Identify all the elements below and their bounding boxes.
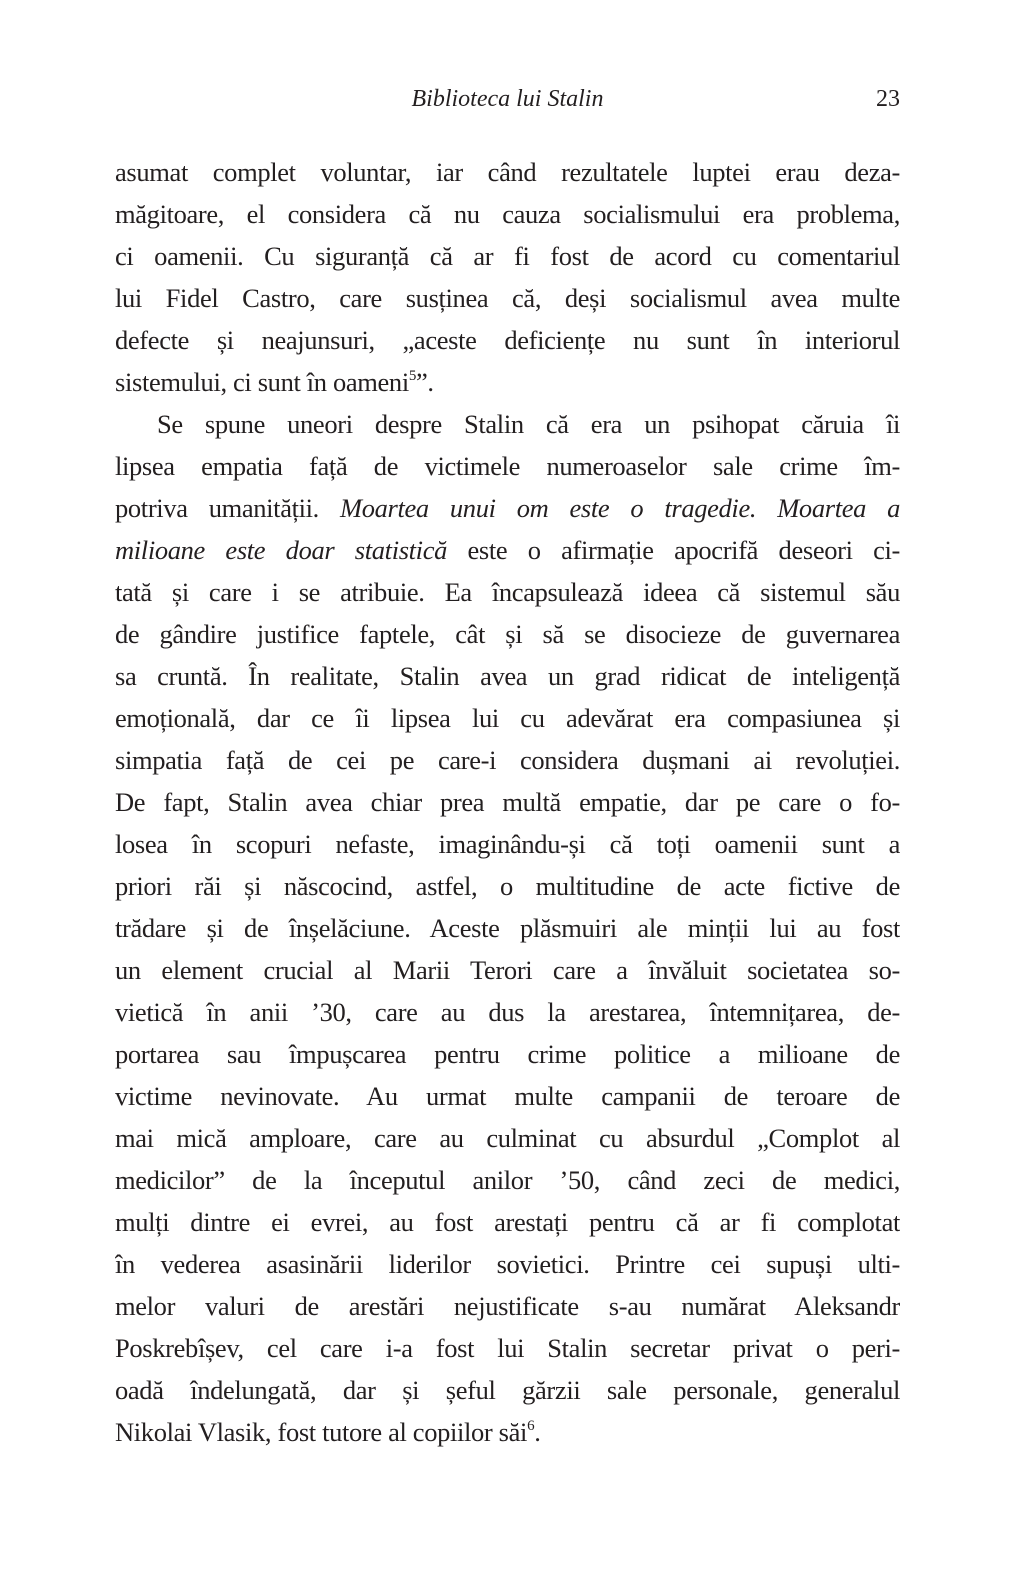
- text-segment: trădare și de înșelăciune. Aceste plăsmuiri ale minții lui au fost: [115, 913, 900, 943]
- text-line: [115, 277, 900, 319]
- text-segment: mai mică amploare, care au culminat cu absurdul „Complot al: [115, 1123, 900, 1153]
- italic-quote: milioane este doar statistică: [115, 535, 448, 565]
- text-segment: losea în scopuri nefaste, imaginându-și că toți oamenii sunt a: [115, 829, 900, 859]
- text-segment: de gândire justifice faptele, cât și să se disocieze de guvernarea: [115, 619, 900, 649]
- text-segment: simpatia față de cei pe care-i considera dușmani ai revoluției.: [115, 745, 900, 775]
- text-line: [115, 1033, 900, 1075]
- text-segment: ci oamenii. Cu siguranță că ar fi fost de acord cu comentariul: [115, 241, 900, 271]
- text-segment: Poskrebîșev, cel care i-a fost lui Stalin secretar privat o peri-: [115, 1333, 900, 1363]
- text-segment: măgitoare, el considera că nu cauza socialismului era problema,: [115, 199, 900, 229]
- text-line: [115, 655, 900, 697]
- text-segment: potriva umanității.: [115, 493, 341, 523]
- footnote-reference: 6: [527, 1418, 535, 1434]
- text-segment: ”.: [416, 367, 434, 397]
- text-line: [115, 1201, 900, 1243]
- text-line: [115, 991, 900, 1033]
- text-line: [115, 1243, 900, 1285]
- text-segment: sa cruntă. În realitate, Stalin avea un grad ridicat de inteligență: [115, 661, 900, 691]
- text-line: [115, 781, 900, 823]
- text-segment: în vederea asasinării liderilor sovietici. Printre cei supuși ulti-: [115, 1249, 900, 1279]
- text-line: [115, 739, 900, 781]
- text-segment: mulți dintre ei evrei, au fost arestați pentru că ar fi complotat: [115, 1207, 900, 1237]
- text-line: [115, 1327, 900, 1369]
- text-line: [115, 403, 900, 445]
- text-line: [115, 1369, 900, 1411]
- text-segment: De fapt, Stalin avea chiar prea multă empatie, dar pe care o fo-: [115, 787, 900, 817]
- text-line: [115, 361, 900, 403]
- text-line: [115, 613, 900, 655]
- text-line: [115, 1285, 900, 1327]
- italic-quote: Moartea unui om este o tragedie. Moartea a: [340, 493, 900, 523]
- running-title: Biblioteca lui Stalin: [411, 86, 604, 112]
- text-segment: emoțională, dar ce îi lipsea lui cu adevărat era compasiunea și: [115, 703, 900, 733]
- text-line: [115, 529, 900, 571]
- text-segment: lipsea empatia față de victimele numeroaselor sale crime îm-: [115, 451, 900, 481]
- text-segment: lui Fidel Castro, care susținea că, deși socialismul avea multe: [115, 283, 900, 313]
- text-line: [115, 571, 900, 613]
- page-number: 23: [876, 86, 900, 112]
- text-line: [115, 319, 900, 361]
- text-segment: oadă îndelungată, dar și șeful gărzii sale personale, generalul: [115, 1375, 900, 1405]
- text-line: [115, 445, 900, 487]
- text-line: [115, 697, 900, 739]
- footnote-reference: 5: [408, 368, 416, 384]
- text-segment: portarea sau împușcarea pentru crime politice a milioane de: [115, 1039, 900, 1069]
- page-header: [115, 82, 900, 118]
- text-line: [115, 823, 900, 865]
- text-line: [115, 1411, 900, 1453]
- text-line: [115, 235, 900, 277]
- text-segment: medicilor” de la începutul anilor ’50, când zeci de medici,: [115, 1165, 900, 1195]
- text-segment: defecte și neajunsuri, „aceste deficiențe nu sunt în interiorul: [115, 325, 900, 355]
- text-segment: Nikolai Vlasik, fost tutore al copiilor săi: [115, 1417, 528, 1447]
- text-segment: asumat complet voluntar, iar când rezultatele luptei erau deza-: [115, 157, 900, 187]
- text-line: [115, 1117, 900, 1159]
- text-line: [115, 949, 900, 991]
- text-segment: melor valuri de arestări nejustificate s-au numărat Aleksandr: [115, 1291, 900, 1321]
- text-line: [115, 151, 900, 193]
- text-segment: este o afirmație apocrifă deseori ci-: [447, 535, 900, 565]
- text-line: [115, 1159, 900, 1201]
- text-line: [115, 193, 900, 235]
- text-segment: tată și care i se atribuie. Ea încapsulează ideea că sistemul său: [115, 577, 900, 607]
- text-line: [115, 907, 900, 949]
- text-segment: .: [534, 1417, 541, 1447]
- text-segment: priori răi și născocind, astfel, o multitudine de acte fictive de: [115, 871, 900, 901]
- text-segment: vietică în anii ’30, care au dus la arestarea, întemnițarea, de-: [115, 997, 900, 1027]
- text-line: [115, 487, 900, 529]
- text-segment: un element crucial al Marii Terori care a învăluit societatea so-: [115, 955, 900, 985]
- text-line: [115, 1075, 900, 1117]
- text-segment: sistemului, ci sunt în oameni: [115, 367, 409, 397]
- body-text: [115, 151, 900, 1453]
- text-segment: victime nevinovate. Au urmat multe campanii de teroare de: [115, 1081, 900, 1111]
- text-line: [115, 865, 900, 907]
- text-segment: Se spune uneori despre Stalin că era un psihopat căruia îi: [157, 409, 900, 439]
